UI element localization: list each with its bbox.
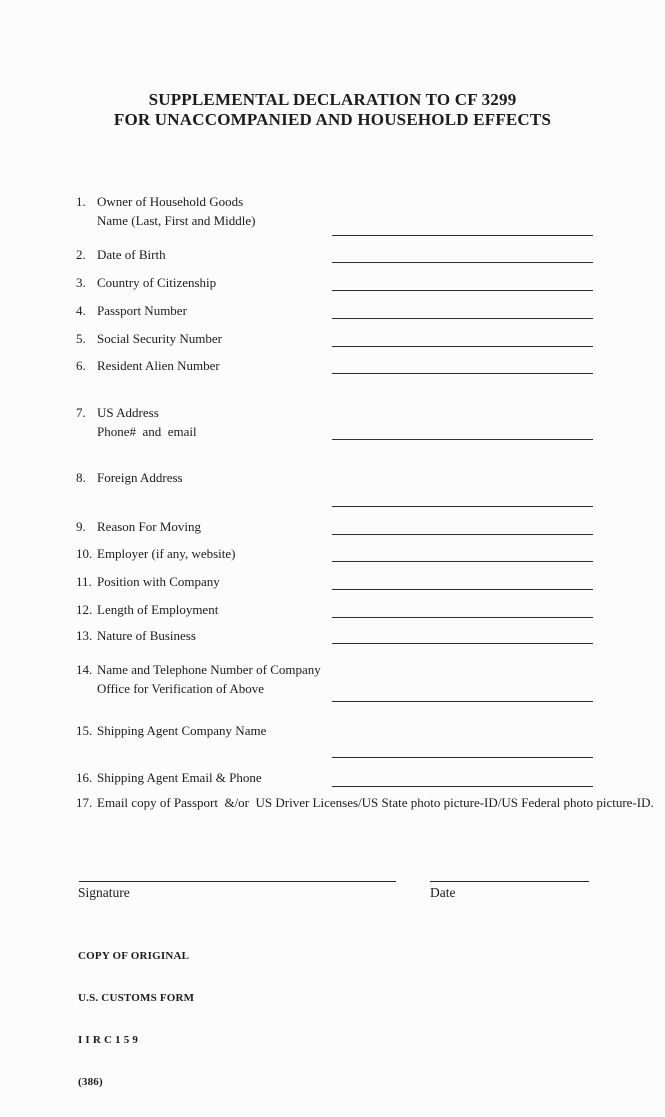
field-line-7[interactable] — [332, 439, 593, 440]
field-line-5[interactable] — [332, 346, 593, 347]
field-number: 17. — [76, 795, 93, 810]
field-label-16 — [76, 768, 262, 787]
field-line-13[interactable] — [332, 643, 593, 644]
field-number: 3. — [76, 275, 86, 290]
date-label: Date — [430, 885, 456, 900]
field-number: 10. — [76, 546, 93, 561]
field-text: Employer (if any, website) — [97, 546, 236, 561]
field-text: Shipping Agent Email & Phone — [97, 770, 262, 785]
field-label-7 — [76, 403, 197, 441]
form-title-line1: SUPPLEMENTAL DECLARATION TO CF 3299 — [148, 90, 517, 109]
field-text: Name and Telephone Number of Company — [97, 662, 321, 677]
field-line-16[interactable] — [332, 786, 593, 787]
field-number: 13. — [76, 628, 93, 643]
field-label-10 — [76, 544, 236, 563]
field-number: 15. — [76, 723, 93, 738]
field-label-6 — [76, 356, 220, 375]
field-line-8[interactable] — [332, 506, 593, 507]
field-number: 16. — [76, 770, 93, 785]
field-number: 9. — [76, 519, 86, 534]
field-text: Passport Number — [97, 303, 187, 318]
footer-block — [78, 921, 194, 1117]
footer-line-number: (386) — [78, 1076, 103, 1088]
signature-label: Signature — [78, 885, 130, 900]
field-label-5 — [76, 329, 222, 348]
field-text: Social Security Number — [97, 331, 222, 346]
field-number: 11. — [76, 574, 92, 589]
field-label-12 — [76, 600, 218, 619]
field-label-2 — [76, 245, 166, 264]
field-label-4 — [76, 301, 187, 320]
field-text-line2: Phone# and email — [97, 424, 197, 439]
footer-line-copy: COPY OF ORIGINAL — [78, 950, 190, 962]
field-text: Resident Alien Number — [97, 358, 220, 373]
field-line-9[interactable] — [332, 534, 593, 535]
field-text: US Address — [97, 405, 159, 420]
field-label-9 — [76, 517, 201, 536]
field-text: Reason For Moving — [97, 519, 201, 534]
field-line-15[interactable] — [332, 757, 593, 758]
field-number: 8. — [76, 470, 86, 485]
field-line-14[interactable] — [332, 701, 593, 702]
field-line-3[interactable] — [332, 290, 593, 291]
field-text: Position with Company — [97, 574, 220, 589]
form-title — [0, 90, 665, 129]
field-line-10[interactable] — [332, 561, 593, 562]
field-text: Foreign Address — [97, 470, 183, 485]
field-text-line2: Name (Last, First and Middle) — [97, 213, 256, 228]
field-number: 7. — [76, 405, 86, 420]
field-label-11 — [76, 572, 220, 591]
field-label-8 — [76, 468, 183, 487]
field-text: Shipping Agent Company Name — [97, 723, 267, 738]
field-number: 14. — [76, 662, 93, 677]
field-label-1 — [76, 192, 256, 230]
field-line-12[interactable] — [332, 617, 593, 618]
field-text: Email copy of Passport &/or US Driver Licenses/US State photo picture-ID/US Federal photo picture-ID. — [97, 795, 654, 810]
field-line-11[interactable] — [332, 589, 593, 590]
field-label-3 — [76, 273, 216, 292]
field-number: 12. — [76, 602, 93, 617]
field-number: 6. — [76, 358, 86, 373]
field-number: 2. — [76, 247, 86, 262]
field-text: Nature of Business — [97, 628, 196, 643]
footer-line-code: I I R C 1 5 9 — [78, 1034, 139, 1046]
field-number: 1. — [76, 194, 86, 209]
date-line[interactable] — [430, 881, 589, 882]
field-label-14 — [76, 660, 321, 698]
field-text: Date of Birth — [97, 247, 166, 262]
field-line-6[interactable] — [332, 373, 593, 374]
field-line-2[interactable] — [332, 262, 593, 263]
field-line-1[interactable] — [332, 235, 593, 236]
field-label-13 — [76, 626, 196, 645]
field-text: Owner of Household Goods — [97, 194, 244, 209]
field-label-17 — [76, 793, 654, 812]
field-text: Country of Citizenship — [97, 275, 217, 290]
field-number: 5. — [76, 331, 86, 346]
form-title-line2: FOR UNACCOMPANIED AND HOUSEHOLD EFFECTS — [113, 109, 552, 129]
field-label-15 — [76, 721, 266, 740]
field-line-4[interactable] — [332, 318, 593, 319]
field-number: 4. — [76, 303, 86, 318]
signature-line[interactable] — [79, 881, 396, 882]
field-text: Length of Employment — [97, 602, 219, 617]
field-text-line2: Office for Verification of Above — [97, 681, 265, 696]
footer-line-form: U.S. CUSTOMS FORM — [78, 992, 195, 1004]
